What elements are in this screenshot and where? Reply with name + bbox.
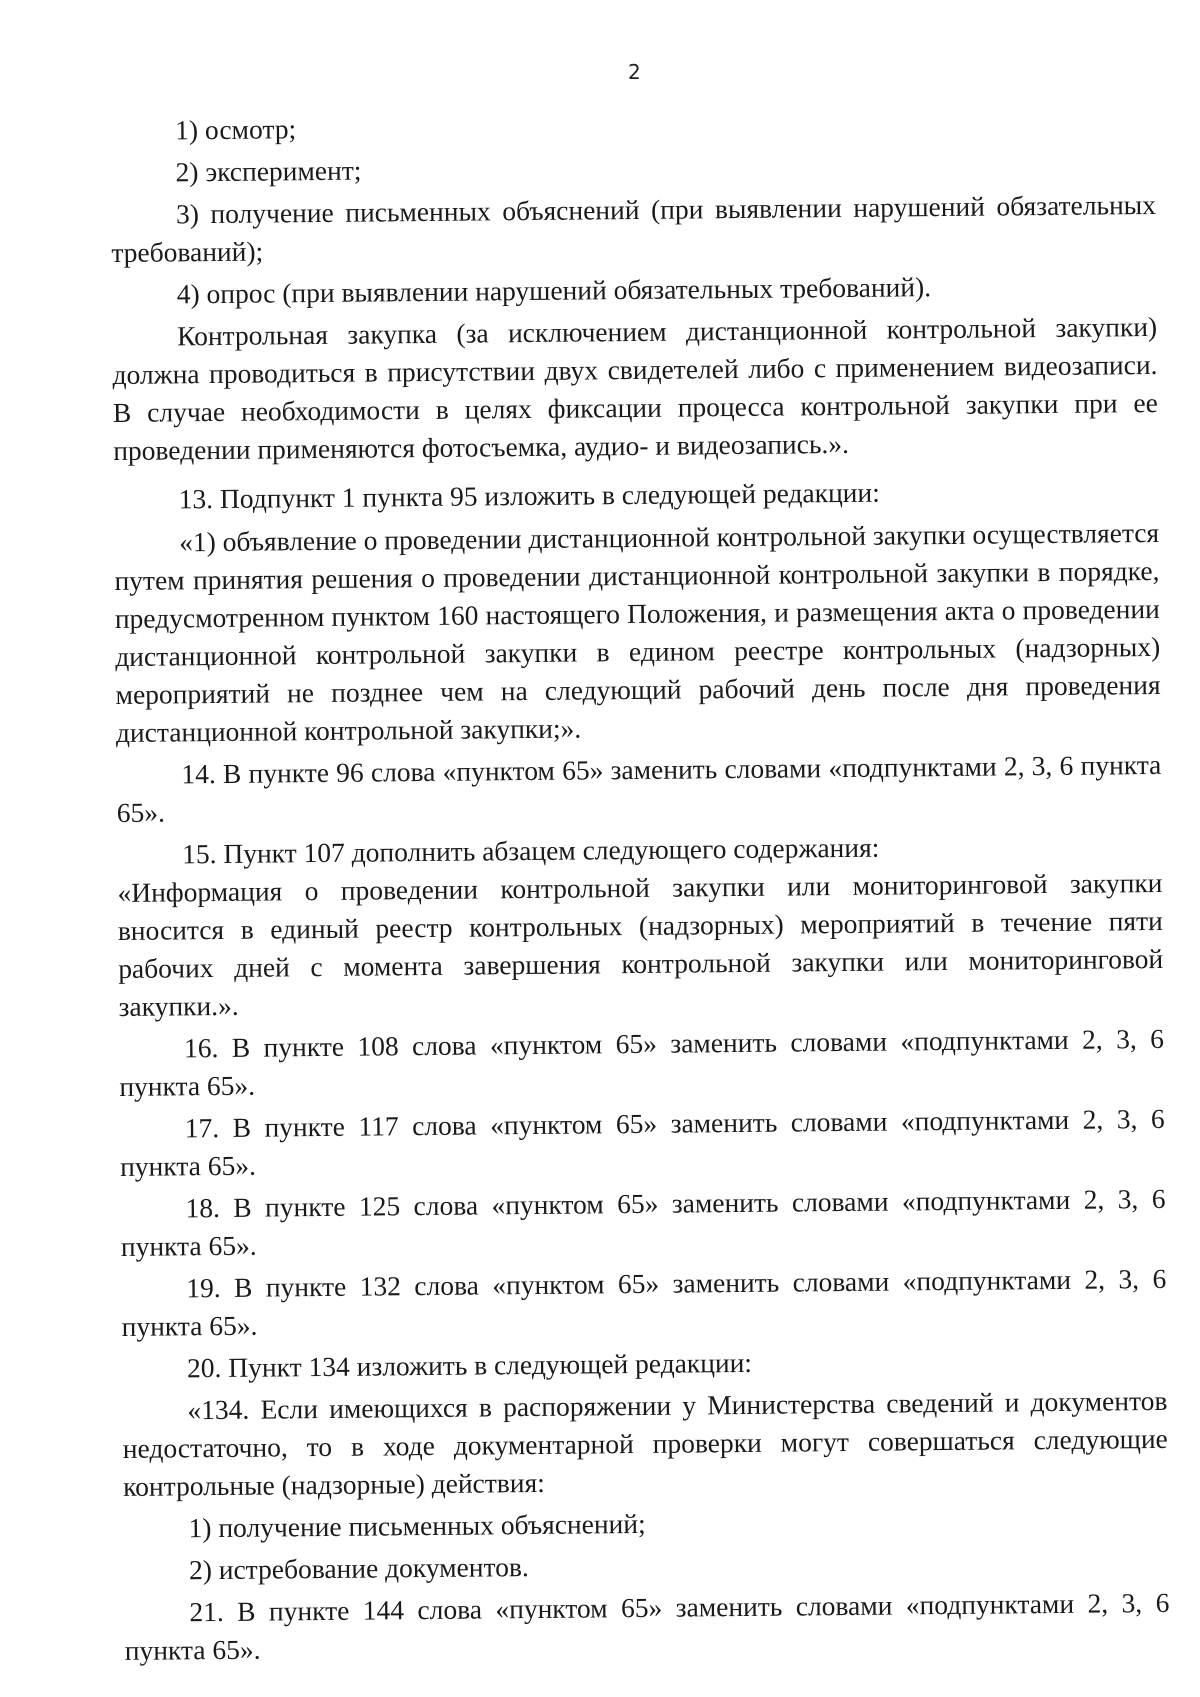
paragraph-control-purchase: Контрольная закупка (за исключением дистанционной контрольной закупки) должна проводиться в присутствии двух свидетелей либо с применением видеозаписи. В случае необходимости в целях фиксации процесса контрольной закупки при ее проведении применяются фотосъемка, аудио- и видеозапись.». xyxy=(112,310,1158,466)
paragraph-list-item-2: 2) эксперимент; xyxy=(175,154,362,188)
paragraph-list-item-1: 1) осмотр; xyxy=(175,113,297,146)
paragraph-list-item-3: 3) получение письменных объяснений (при выявлении нарушений обязательных требований); xyxy=(111,188,1157,268)
paragraph-item-13-text: «1) объявление о проведении дистанционной контрольной закупки осуществляется путем принятия решения о проведении дистанционной контрольной закупки в порядке, предусмотренном пунктом 160 настоящего Положения, и размещения акта о проведении дистанционной контрольной закупки в едином реестре контрольных (надзорных) мероприятий не позднее чем на следующий рабочий день после дня проведения дистанционной контрольной закупки;». xyxy=(114,516,1161,748)
paragraph-item-20-list-1: 1) получение письменных объяснений; xyxy=(188,1507,646,1544)
paragraph-item-16: 16. В пункте 108 слова «пунктом 65» заменить словами «подпунктами 2, 3, 6 пункта 65». xyxy=(119,1022,1165,1102)
paragraph-item-15-text: «Информация о проведении контрольной закупки или мониторинговой закупки вносится в единый реестр контрольных (надзорных) мероприятий в течение пяти рабочих дней с момента завершения контрольной закупки или мониторинговой закупки.». xyxy=(117,866,1164,1022)
document-body xyxy=(110,102,1170,1670)
paragraph-item-13: 13. Подпункт 1 пункта 95 изложить в следующей редакции: xyxy=(178,476,880,515)
paragraph-item-14: 14. В пункте 96 слова «пунктом 65» заменить словами «подпунктами 2, 3, 6 пункта 65». xyxy=(116,748,1162,828)
paragraph-list-item-4: 4) опрос (при выявлении нарушений обязательных требований). xyxy=(176,271,932,310)
paragraph-item-20-text: «134. Если имеющихся в распоряжении у Министерства сведений и документов недостаточно, то в ходе документарной проверки могут совершаться следующие контрольные (надзорные) действия: xyxy=(122,1384,1168,1502)
paragraph-item-20-list-2: 2) истребование документов. xyxy=(188,1551,529,1586)
paragraph-item-18: 18. В пункте 125 слова «пунктом 65» заменить словами «подпунктами 2, 3, 6 пункта 65». xyxy=(120,1182,1166,1262)
paragraph-item-21: 21. В пункте 144 слова «пунктом 65» заменить словами «подпунктами 2, 3, 6 пункта 65». xyxy=(124,1586,1170,1666)
paragraph-item-20: 20. Пункт 134 изложить в следующей редакции: xyxy=(186,1346,753,1384)
paragraph-item-17: 17. В пункте 117 слова «пунктом 65» заменить словами «подпунктами 2, 3, 6 пункта 65». xyxy=(119,1102,1165,1182)
page-number: 2 xyxy=(628,60,641,84)
paragraph-item-15: 15. Пункт 107 дополнить абзацем следующего содержания: xyxy=(181,831,880,870)
paragraph-item-19: 19. В пункте 132 слова «пунктом 65» заменить словами «подпунктами 2, 3, 6 пункта 65». xyxy=(121,1262,1167,1342)
